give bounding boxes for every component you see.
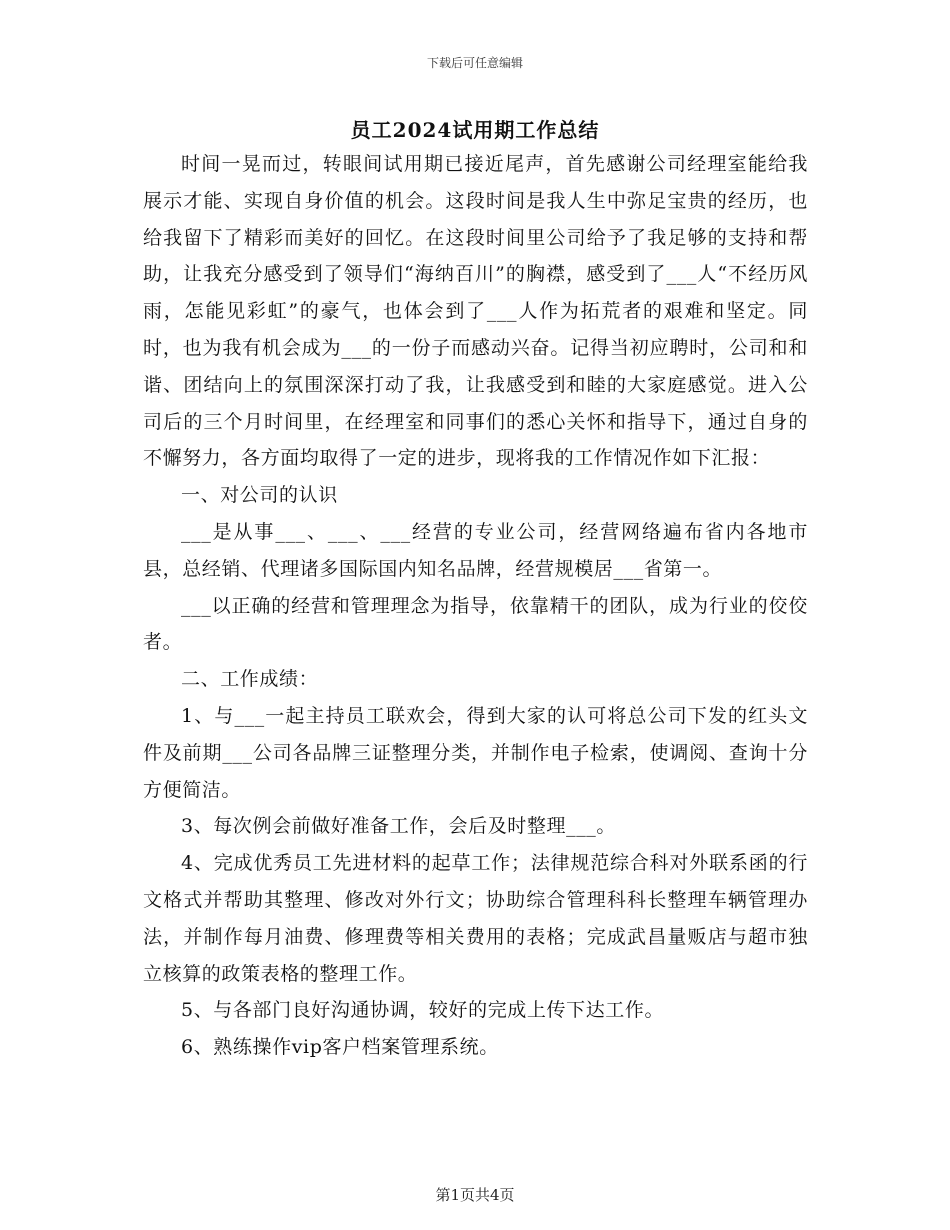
document-body: [143, 146, 808, 1066]
header-note: 下载后可任意编辑: [426, 56, 523, 70]
paragraph-company-2: ___以正确的经营和管理理念为指导，依靠精干的团队，成为行业的佼佼者。: [143, 594, 808, 654]
page-number: 第1页共4页: [435, 1186, 515, 1204]
list-item-4: 4、完成优秀员工先进材料的起草工作；法律规范综合科对外联系函的行文格式并帮助其整理、修改对外行文；协助综合管理科科长整理车辆管理办法，并制作每月油费、修理费等相关费用的表格；完成武昌量贩店与超市独立核算的政策表格的整理工作。: [143, 852, 808, 985]
list-item-5: 5、与各部门良好沟通协调，较好的完成上传下达工作。: [181, 999, 665, 1022]
paragraph-company-1: ___是从事___、___、___经营的专业公司，经营网络遍布省内各地市县，总经销、代理诸多国际国内知名品牌，经营规模居___省第一。: [143, 520, 808, 580]
document-title: 员工2024试用期工作总结: [350, 118, 600, 142]
paragraph-intro: 时间一晃而过，转眼间试用期已接近尾声，首先感谢公司经理室能给我展示才能、实现自身价值的机会。这段时间是我人生中弥足宝贵的经历，也给我留下了精彩而美好的回忆。在这段时间里公司给予了我足够的支持和帮助，让我充分感受到了领导们“海纳百川”的胸襟，感受到了___人“不经历风雨，怎能见彩虹”的豪气，也体会到了___人作为拓荒者的艰难和坚定。同时，也为我有机会成为___的一份子而感动兴奋。记得当初应聘时，公司和和谐、团结向上的氛围深深打动了我，让我感受到和睦的大家庭感觉。进入公司后的三个月时间里，在经理室和同事们的悉心关怀和指导下，通过自身的不懈努力，各方面均取得了一定的进步，现将我的工作情况作如下汇报：: [143, 153, 808, 470]
section-heading-achievements: 二、工作成绩：: [181, 668, 319, 691]
list-item-1: 1、与___一起主持员工联欢会，得到大家的认可将总公司下发的红头文件及前期___公司各品牌三证整理分类，并制作电子检索，使调阅、查询十分方便简洁。: [143, 704, 808, 801]
list-item-6: 6、熟练操作vip客户档案管理系统。: [181, 1036, 499, 1059]
section-heading-company: 一、对公司的认识: [181, 484, 338, 507]
list-item-3: 3、每次例会前做好准备工作，会后及时整理___。: [181, 815, 616, 838]
